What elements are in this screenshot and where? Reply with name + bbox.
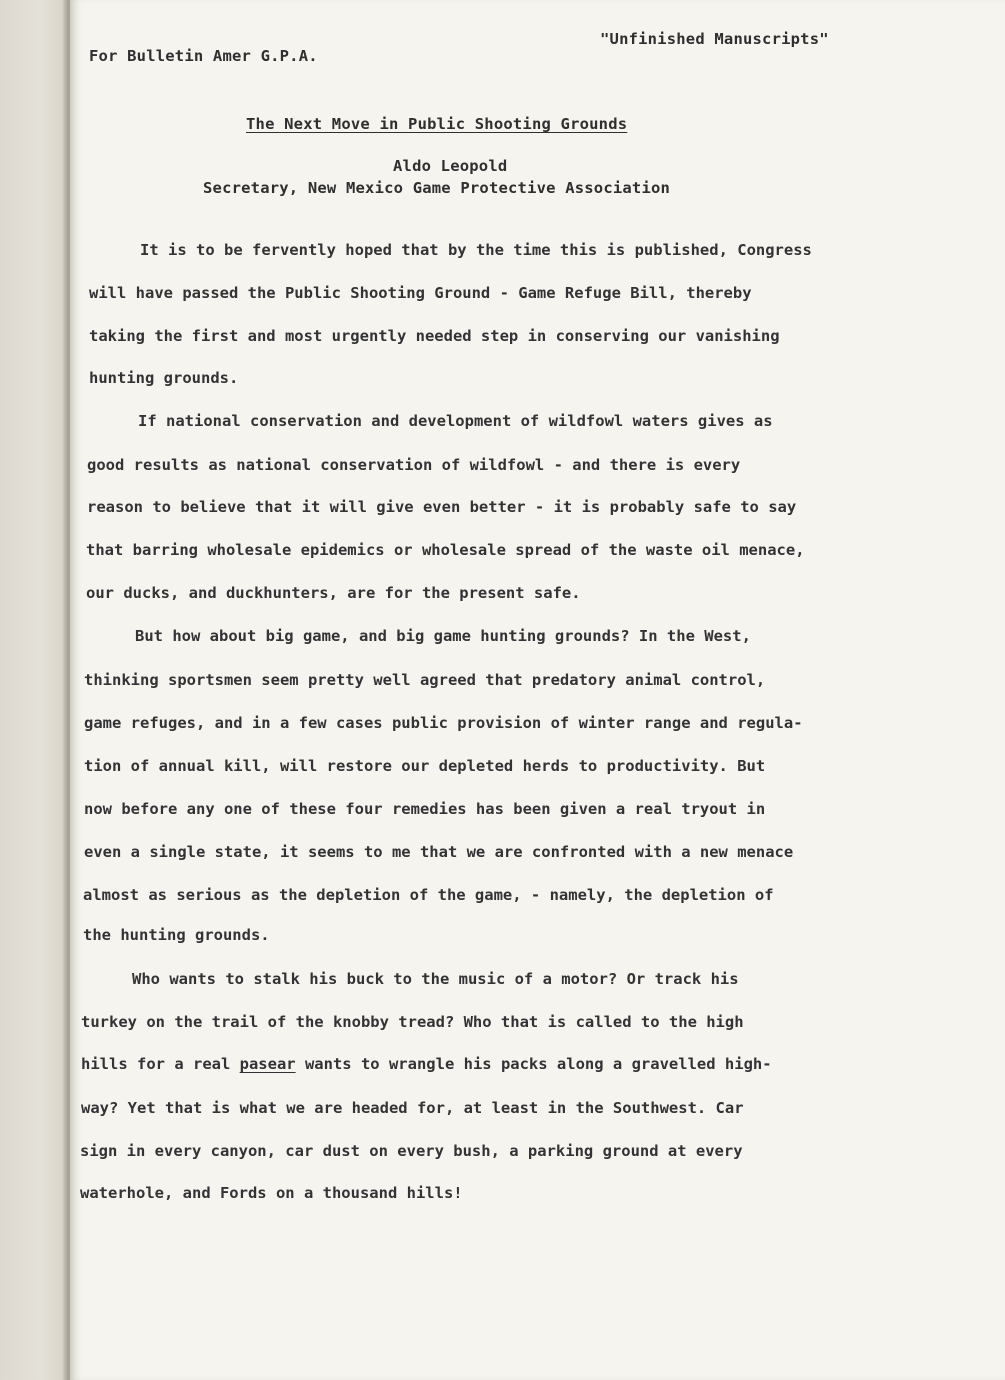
paragraph-2-line-5: our ducks, and duckhunters, are for the present safe. — [86, 584, 581, 602]
paragraph-1-line-2: will have passed the Public Shooting Ground - Game Refuge Bill, thereby — [89, 284, 752, 302]
paragraph-2-line-1: If national conservation and development of wildfowl waters gives as — [138, 412, 773, 430]
paragraph-4-line-3-start: hills for a real — [81, 1055, 240, 1073]
paragraph-3-line-3: game refuges, and in a few cases public provision of winter range and regula- — [84, 714, 803, 732]
paragraph-3-line-8: the hunting grounds. — [83, 926, 270, 944]
underlined-word-pasear: pasear — [239, 1055, 296, 1073]
paragraph-3-line-5: now before any one of these four remedies has been given a real tryout in — [84, 800, 766, 818]
manuscript-page — [72, 0, 1005, 1380]
paragraph-3-line-1: But how about big game, and big game hunting grounds? In the West, — [135, 627, 751, 645]
paragraph-2-line-3: reason to believe that it will give even better - it is probably safe to say — [87, 498, 797, 516]
article-title: The Next Move in Public Shooting Grounds — [246, 115, 628, 133]
binding-gutter — [0, 0, 70, 1380]
paragraph-4-line-6: waterhole, and Fords on a thousand hills! — [80, 1184, 463, 1202]
paragraph-1-line-4: hunting grounds. — [89, 369, 239, 387]
paragraph-1-line-3: taking the first and most urgently needed step in conserving our vanishing — [89, 327, 780, 345]
paragraph-4-line-3 — [81, 1055, 772, 1073]
paragraph-3-line-7: almost as serious as the depletion of the game, - namely, the depletion of — [83, 886, 774, 904]
article-author: Aldo Leopold — [393, 157, 508, 175]
paragraph-4-line-3-end: wants to wrangle his packs along a gravelled high- — [295, 1055, 772, 1073]
paragraph-1-line-1: It is to be fervently hoped that by the time this is published, Congress — [140, 241, 812, 259]
paragraph-4-line-1: Who wants to stalk his buck to the music of a motor? Or track his — [132, 970, 739, 988]
paragraph-3-line-6: even a single state, it seems to me that we are confronted with a new menace — [84, 843, 794, 861]
paragraph-4-line-2: turkey on the trail of the knobby tread? Who that is called to the high — [81, 1013, 744, 1031]
paragraph-2-line-2: good results as national conservation of wildfowl - and there is every — [87, 456, 741, 474]
paragraph-3-line-2: thinking sportsmen seem pretty well agreed that predatory animal control, — [84, 671, 766, 689]
paragraph-4-line-4: way? Yet that is what we are headed for, at least in the Southwest. Car — [81, 1099, 744, 1117]
paragraph-3-line-4: tion of annual kill, will restore our depleted herds to productivity. But — [84, 757, 766, 775]
paragraph-4-line-5: sign in every canyon, car dust on every bush, a parking ground at every — [80, 1142, 743, 1160]
article-affiliation: Secretary, New Mexico Game Protective Association — [203, 179, 671, 197]
header-right: "Unfinished Manuscripts" — [600, 30, 829, 48]
paragraph-2-line-4: that barring wholesale epidemics or wholesale spread of the waste oil menace, — [86, 541, 805, 559]
header-left: For Bulletin Amer G.P.A. — [89, 47, 318, 65]
